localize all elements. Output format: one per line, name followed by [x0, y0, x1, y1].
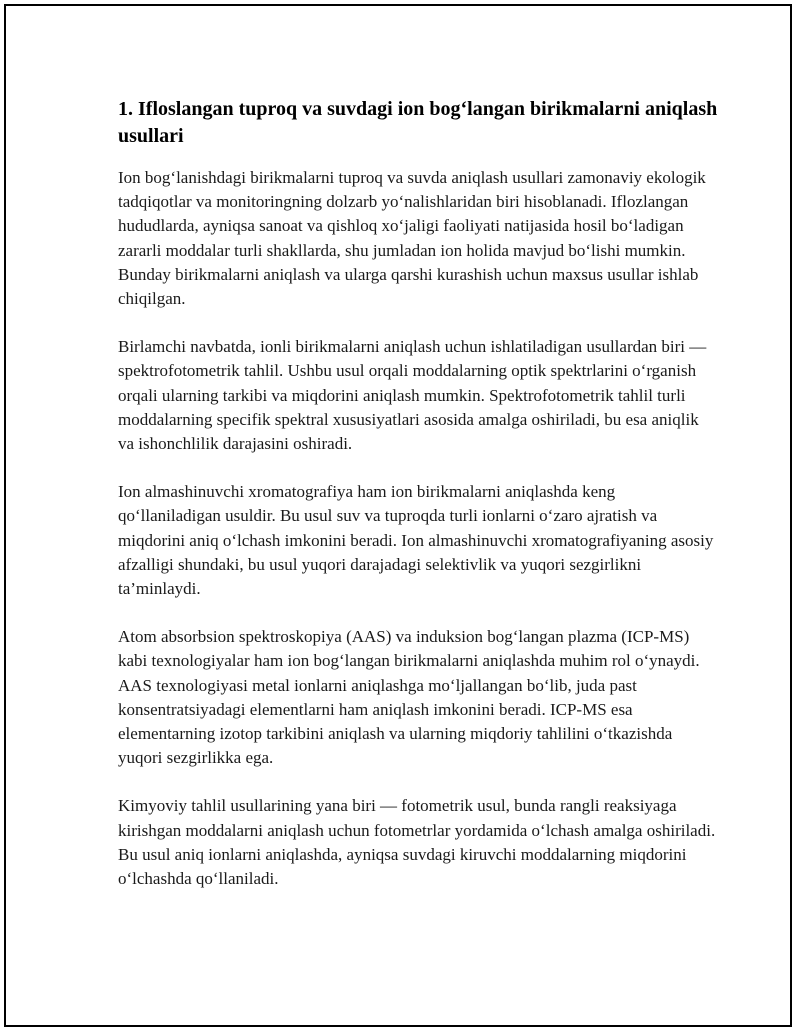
paragraph-4: Atom absorbsion spektroskopiya (AAS) va induksion bog‘langan plazma (ICP-MS) kabi texnologiyalar ham ion bog‘langan birikmalarni aniqlashda muhim rol o‘ynaydi. AAS texnologiyasi metal ionlarni aniqlashga mo‘ljallangan bo‘lib, juda past konsentratsiyadagi elementlarni ham aniqlash imkonini beradi. ICP-MS esa elementarning izotop tarkibini aniqlash va ularning miqdoriy tahlilini o‘tkazishda yuqori sezgirlikka ega.	[118, 627, 700, 768]
paragraph-3: Ion almashinuvchi xromatografiya ham ion birikmalarni aniqlashda keng qo‘llaniladigan usuldir. Bu usul suv va tuproqda turli ionlarni o‘zaro ajratish va miqdorini aniq o‘lchash imkonini beradi. Ion almashinuvchi xromatografiyaning asosiy afzalligi shundaki, bu usul yuqori darajadagi selektivlik va yuqori sezgirlikni ta’minlaydi.	[118, 482, 714, 599]
paragraph-2: Birlamchi navbatda, ionli birikmalarni aniqlash uchun ishlatiladigan usullardan biri — spektrofotometrik tahlil. Ushbu usul orqali moddalarning optik spektrlarini o‘rganish orqali ularning tarkibi va miqdorini aniqlash mumkin. Spektrofotometrik tahlil turli moddalarning specifik spektral xususiyatlari asosida amalga oshiriladi, bu esa aniqlik va ishonchlilik darajasini oshiradi.	[118, 337, 707, 454]
section-heading: 1. Ifloslangan tuproq va suvdagi ion bog‘langan birikmalarni aniqlash usullari	[118, 98, 718, 147]
paragraph-1: Ion bog‘lanishdagi birikmalarni tuproq va suvda aniqlash usullari zamonaviy ekologik tadqiqotlar va monitoringning dolzarb yo‘nalishlaridan biri hisoblanadi. Iflozlangan hududlarda, ayniqsa sanoat va qishloq xo‘jaligi faoliyati natijasida hosil bo‘ladigan zararli moddalar turli shakllarda, shu jumladan ion holida mavjud bo‘lishi mumkin. Bunday birikmalarni aniqlash va ularga qarshi kurashish uchun maxsus usullar ishlab chiqilgan.	[118, 168, 706, 309]
paragraph-5: Kimyoviy tahlil usullarining yana biri — fotometrik usul, bunda rangli reaksiyaga kirishgan moddalarni aniqlash uchun fotometrlar yordamida o‘lchash amalga oshiriladi. Bu usul aniq ionlarni aniqlashda, ayniqsa suvdagi kiruvchi moddalarning miqdorini o‘lchashda qo‘llaniladi.	[118, 796, 716, 889]
document-body	[118, 96, 718, 915]
